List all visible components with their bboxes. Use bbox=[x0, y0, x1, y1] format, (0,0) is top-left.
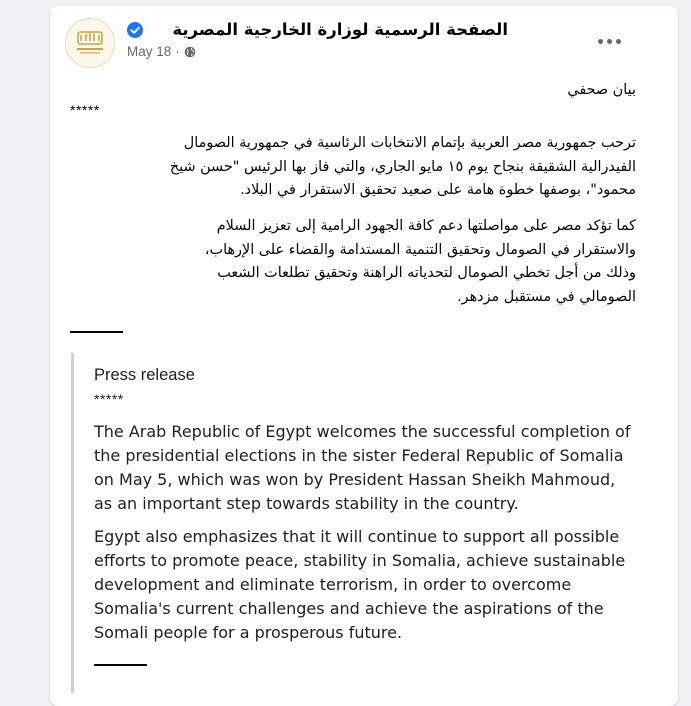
english-heading: Press release bbox=[94, 366, 195, 384]
text-line: والاستقرار في الصومال وتحقيق التنمية المستدامة والقضاء على الإرهاب، bbox=[204, 241, 636, 258]
ministry-logo-icon bbox=[66, 19, 114, 67]
english-stars: ***** bbox=[94, 391, 124, 407]
english-paragraph-2 bbox=[94, 525, 634, 645]
text-line: الصومالي في مستقبل مزدهر. bbox=[457, 288, 636, 305]
text-line: كما تؤكد مصر على مواصلتها دعم كافة الجهود الرامية إلى تعزيز السلام bbox=[216, 218, 636, 234]
text-line: as an important step towards stability in the country. bbox=[94, 494, 519, 513]
page-avatar[interactable] bbox=[65, 18, 115, 68]
arabic-paragraph-1 bbox=[70, 132, 636, 203]
arabic-paragraph-2 bbox=[70, 215, 636, 309]
text-line: ترحب جمهورية مصر العربية بإتمام الانتخابات الرئاسية في جمهورية الصومال bbox=[183, 135, 636, 151]
globe-icon[interactable] bbox=[184, 46, 196, 58]
arabic-heading: بيان صحفي bbox=[567, 82, 636, 98]
more-options-icon-dot bbox=[607, 39, 612, 44]
divider-line bbox=[70, 331, 123, 333]
english-paragraph-1 bbox=[94, 420, 634, 516]
arabic-stars: ***** bbox=[70, 102, 100, 118]
text-line: the presidential elections in the sister Federal Republic of Somalia bbox=[94, 446, 624, 465]
more-options-icon-dot bbox=[616, 39, 621, 44]
text-line: Somalia's current challenges and achieve the aspirations of the bbox=[94, 599, 604, 618]
more-options-button[interactable] bbox=[590, 26, 628, 56]
divider-line bbox=[94, 664, 147, 666]
text-line: وذلك من أجل تخطي الصومال لتحدياته الراهنة وتحقيق تطلعات الشعب bbox=[217, 265, 636, 281]
page-name-link[interactable]: الصفحة الرسمية لوزارة الخارجية المصرية bbox=[172, 20, 508, 39]
text-line: development and eliminate terrorism, in order to overcome bbox=[94, 575, 572, 594]
text-line: الفيدرالية الشقيقة بنجاح يوم ١٥ مايو الجاري، والتي فاز بها الرئيس "حسن شيخ bbox=[169, 158, 636, 175]
text-line: Somali people for a prosperous future. bbox=[94, 623, 403, 642]
meta-separator: · bbox=[175, 44, 180, 59]
text-line: on May 5, which was won by President Hassan Sheikh Mahmoud, bbox=[94, 470, 616, 489]
text-line: The Arab Republic of Egypt welcomes the successful completion of bbox=[94, 422, 631, 441]
post-date-link[interactable]: May 18 bbox=[127, 44, 172, 59]
text-line: محمود"، بوصفها خطوة هامة على صعيد تحقيق الاستقرار في البلاد. bbox=[240, 182, 636, 198]
text-line: Egypt also emphasizes that it will continue to support all possible bbox=[94, 527, 620, 546]
text-line: efforts to promote peace, stability in Somalia, achieve sustainable bbox=[94, 551, 626, 570]
post-header bbox=[50, 6, 678, 74]
post-card bbox=[50, 6, 678, 706]
more-options-icon bbox=[598, 39, 603, 44]
post-meta bbox=[127, 44, 196, 59]
verified-badge-icon bbox=[127, 22, 143, 38]
quote-bar bbox=[71, 353, 74, 693]
